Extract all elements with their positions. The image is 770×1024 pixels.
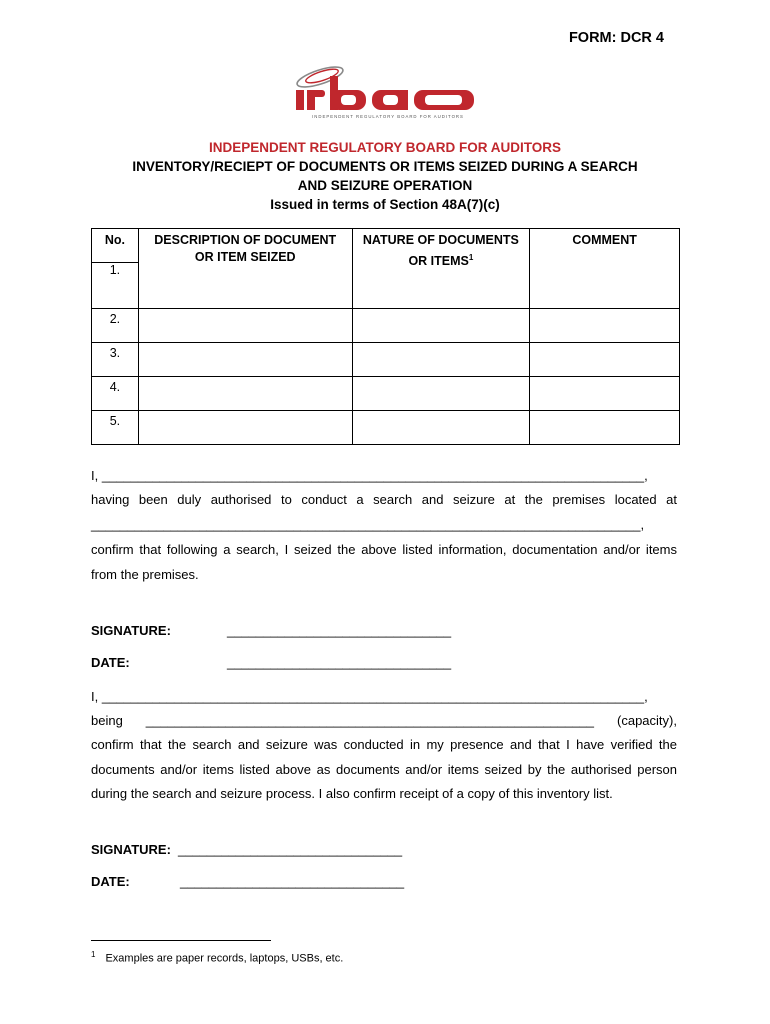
table-row-number: 1. (92, 263, 139, 309)
being-label: being (91, 713, 123, 728)
nature-cell[interactable] (352, 411, 530, 445)
table-row-number: 2. (92, 309, 139, 343)
org-name: INDEPENDENT REGULATORY BOARD FOR AUDITORS (208, 140, 562, 155)
inventory-table (91, 228, 680, 445)
description-cell[interactable] (138, 377, 352, 411)
table-row (92, 343, 680, 377)
table-row (92, 377, 680, 411)
comment-cell[interactable] (530, 309, 680, 343)
officer-name-line[interactable]: I, ___________________________________________________________________________, (91, 468, 648, 483)
table-row-number: 3. (92, 343, 139, 377)
seized-confirmation-text: confirm that following a search, I seized the above listed information, documentation and/or items from the premises. (91, 542, 677, 582)
date-line-1[interactable]: _______________________________ (227, 655, 452, 670)
irba-logo (290, 64, 480, 120)
table-row (92, 309, 680, 343)
authorised-text: having been duly authorised to conduct a search and seizure at the premises located at (91, 492, 677, 507)
table-row-number: 4. (92, 377, 139, 411)
signature-line-2[interactable]: _______________________________ (178, 842, 403, 857)
comment-cell[interactable] (530, 411, 680, 445)
table-row-number: 5. (92, 411, 139, 445)
premises-line[interactable]: ____________________________________________________________________________, (91, 517, 645, 532)
title-line-2: AND SEIZURE OPERATION (297, 178, 473, 193)
comment-cell[interactable] (530, 343, 680, 377)
footnote-number: 1 (91, 950, 96, 959)
date-label-2: DATE: (91, 874, 130, 889)
comment-cell[interactable] (530, 377, 680, 411)
nature-cell[interactable] (352, 343, 530, 377)
signature-label-1: SIGNATURE: (91, 623, 171, 638)
footnote (91, 950, 343, 965)
witness-name-line[interactable]: I, ___________________________________________________________________________, (91, 689, 648, 704)
col-description-header: DESCRIPTION OF DOCUMENT OR ITEM SEIZED (138, 229, 352, 309)
form-heading (0, 138, 770, 214)
signature-label-2: SIGNATURE: (91, 842, 171, 857)
signature-line-1[interactable]: _______________________________ (227, 623, 452, 638)
title-line-1: INVENTORY/RECIEPT OF DOCUMENTS OR ITEMS SEIZED DURING A SEARCH (132, 159, 638, 174)
footnote-text: Examples are paper records, laptops, USBs, etc. (105, 952, 344, 965)
description-cell[interactable] (138, 411, 352, 445)
col-comment-header: COMMENT (530, 229, 680, 309)
subtitle: Issued in terms of Section 48A(7)(c) (270, 197, 500, 212)
footnote-divider (91, 940, 271, 941)
nature-cell[interactable] (352, 377, 530, 411)
form-code: FORM: DCR 4 (568, 30, 664, 46)
capacity-line (91, 709, 677, 734)
nature-cell[interactable] (352, 309, 530, 343)
date-line-2[interactable]: _______________________________ (180, 874, 405, 889)
capacity-input-line[interactable]: ______________________________________________________________ (145, 713, 595, 728)
col-no-header: No. (92, 229, 139, 263)
description-cell[interactable] (138, 343, 352, 377)
table-row (92, 411, 680, 445)
logo-tagline: INDEPENDENT REGULATORY BOARD FOR AUDITORS (312, 114, 464, 119)
description-cell[interactable] (138, 309, 352, 343)
col-nature-header: NATURE OF DOCUMENTS OR ITEMS$^1$ (352, 229, 530, 309)
date-label-1: DATE: (91, 655, 130, 670)
capacity-label: (capacity), (617, 713, 677, 728)
witness-confirmation-text: confirm that the search and seizure was conducted in my presence and that I have verified the documents and/or items listed above as documents and/or items seized by the authorised person during the search and seizure process. I also confirm receipt of a copy of this inventory list. (91, 737, 677, 801)
